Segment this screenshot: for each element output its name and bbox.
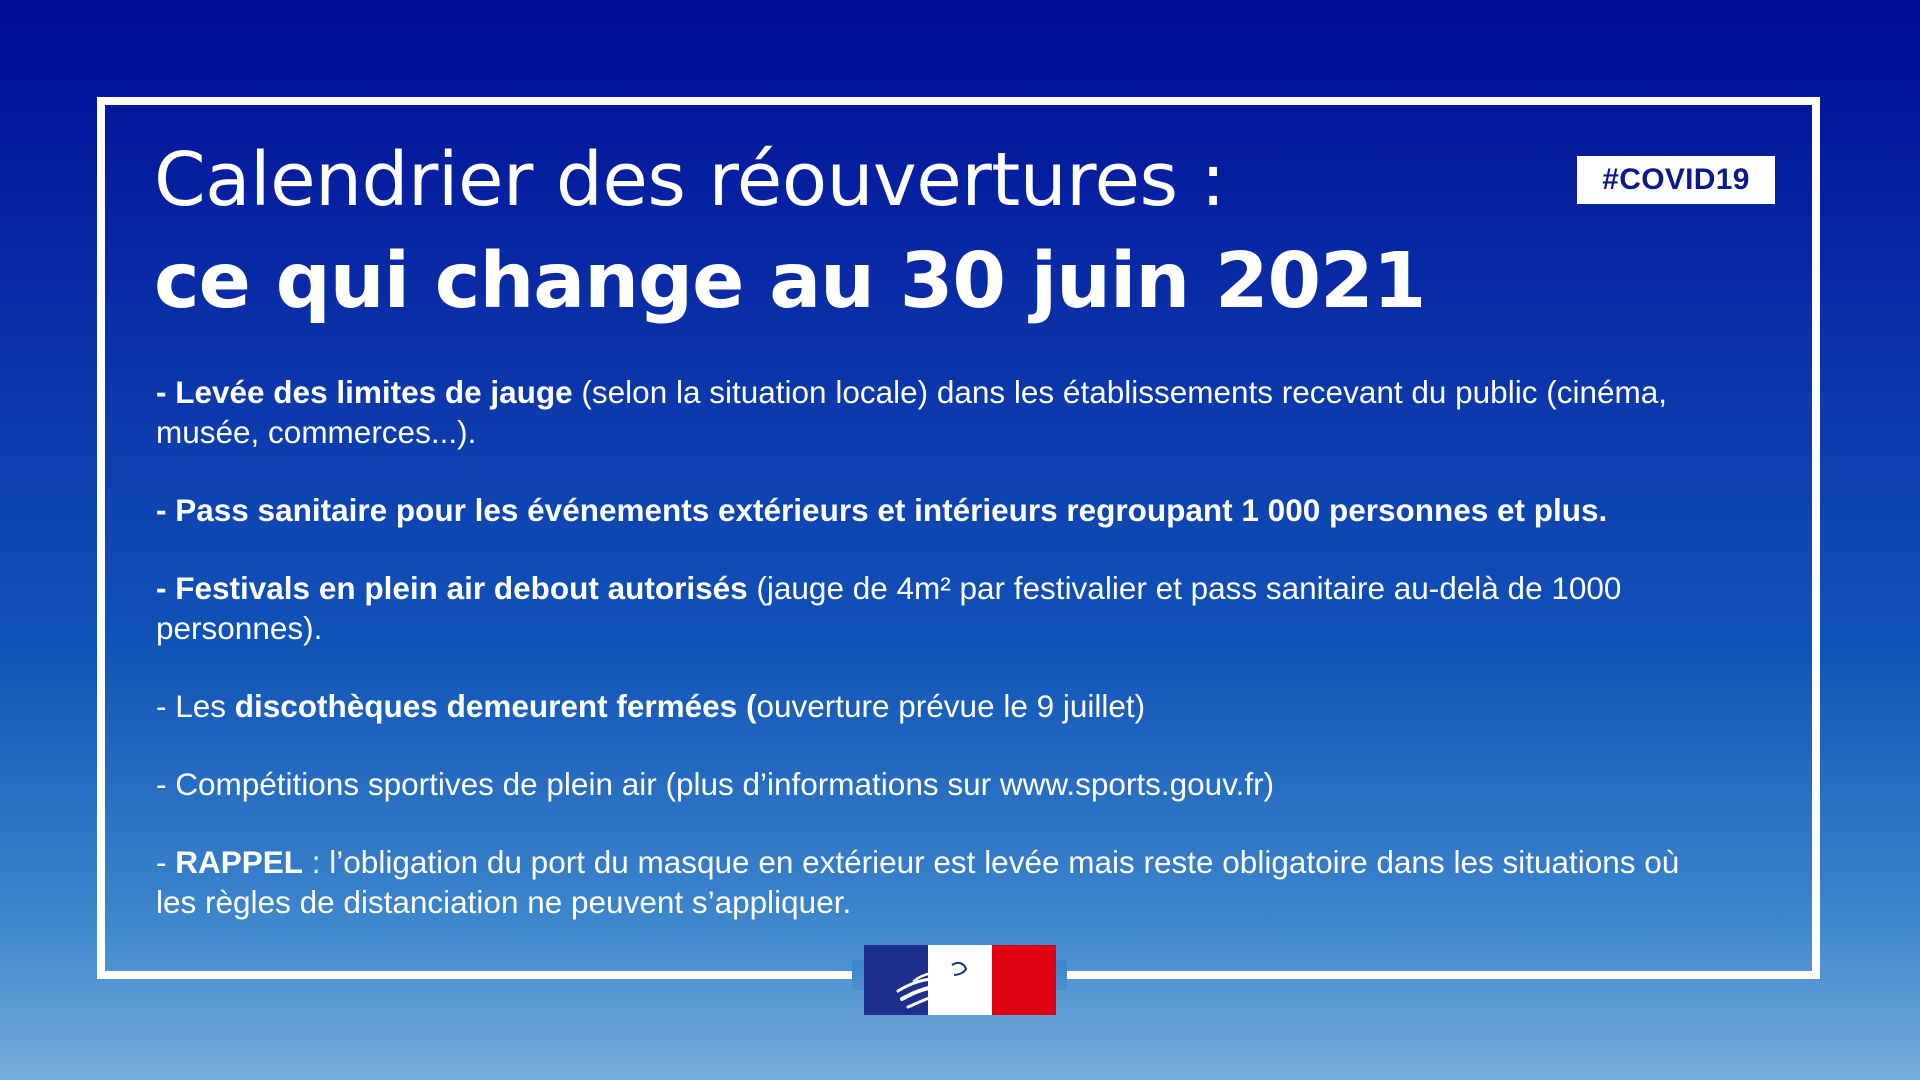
item-prefix: - Les (156, 688, 235, 724)
item-bold-text: RAPPEL (175, 844, 304, 880)
list-item (156, 842, 1716, 922)
item-prefix: - (156, 844, 176, 880)
title-line-1: Calendrier des réouvertures : (154, 137, 1226, 223)
list-item (156, 568, 1716, 648)
item-bold-text: - Pass sanitaire pour les événements extérieurs et intérieurs regroupant 1 000 personnes et plus. (156, 492, 1608, 528)
item-bold-text: - Festivals en plein air debout autorisés (156, 570, 748, 606)
item-text: (selon la situation locale) dans les établissements recevant du public (cinéma, musée, commerces...). (156, 374, 1667, 450)
measures-list (156, 372, 1716, 922)
list-item (156, 490, 1716, 530)
french-republic-marianne-logo (864, 945, 1056, 1015)
list-item (156, 686, 1716, 726)
list-item (156, 372, 1716, 452)
item-text: : l’obligation du port du masque en extérieur est levée mais reste obligatoire dans les situations où les règles de distanciation ne peuvent s’appliquer. (156, 844, 1680, 920)
item-bold-text: discothèques demeurent fermées ( (234, 688, 757, 724)
item-text: (jauge de 4m² par festivalier et pass sanitaire au-delà de 1000 personnes). (156, 570, 1622, 646)
item-text: - Compétitions sportives de plein air (plus d’informations sur www.sports.gouv.fr) (156, 766, 1275, 802)
item-text: ouverture prévue le 9 juillet) (756, 688, 1146, 724)
hashtag-badge: #COVID19 (1577, 156, 1775, 204)
title-line-2: ce qui change au 30 juin 2021 (154, 237, 1426, 326)
item-bold-text: - Levée des limites de jauge (156, 374, 573, 410)
list-item (156, 764, 1716, 804)
marianne-icon (894, 951, 1014, 1011)
